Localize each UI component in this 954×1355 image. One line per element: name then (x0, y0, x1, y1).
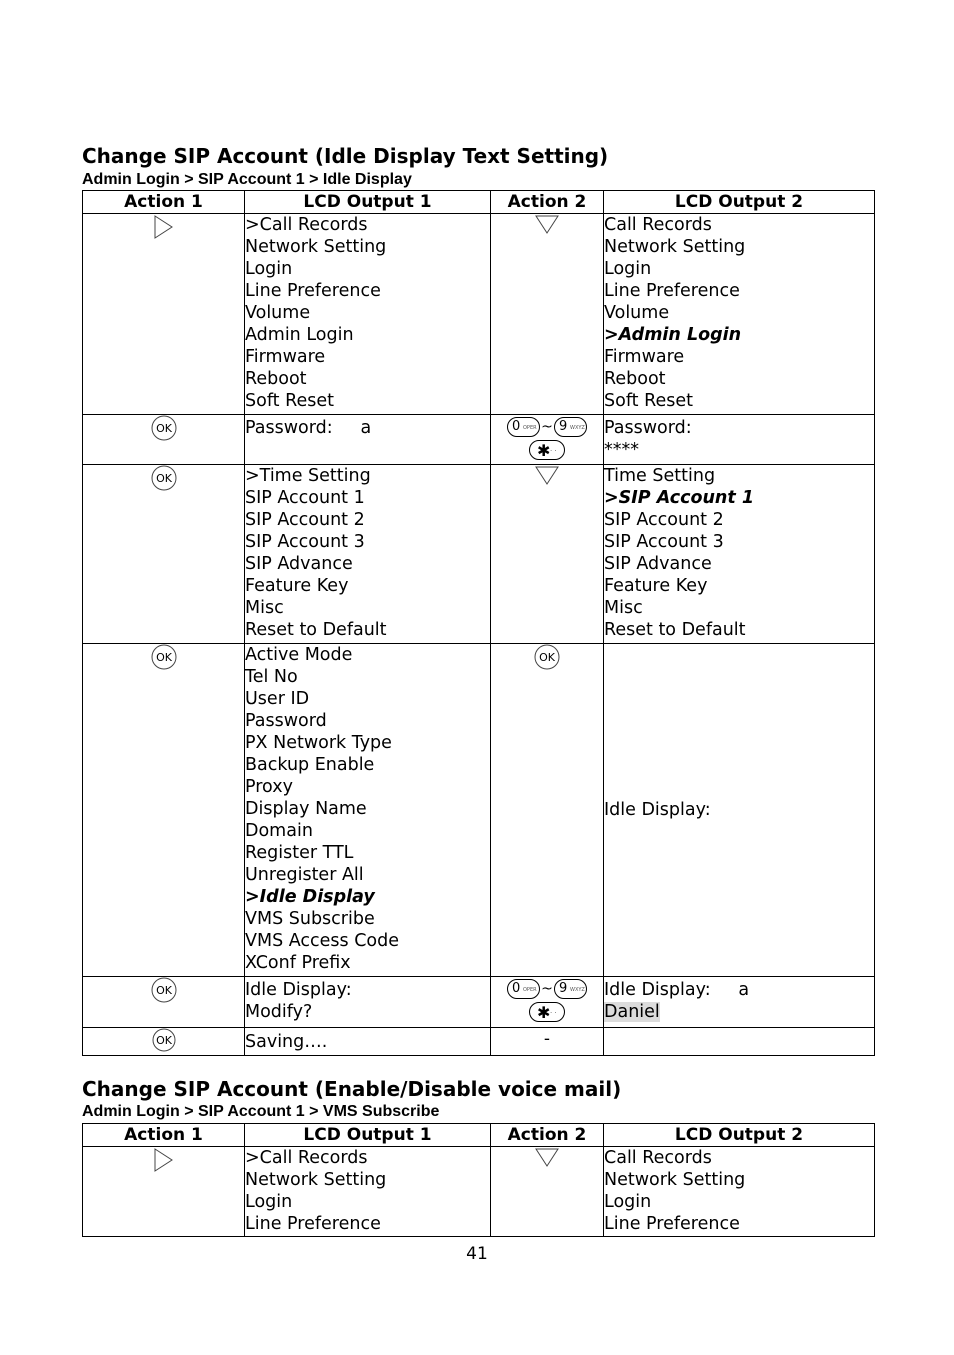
lcd-output-1-cell (245, 977, 491, 1028)
lcd-line: VMS Subscribe (245, 909, 375, 929)
nine-key-digit: 9 (559, 981, 568, 996)
ok-key-label: OK (155, 1034, 172, 1047)
section-title-voice-mail: Change SIP Account (Enable/Disable voice mail) (82, 1077, 622, 1101)
table-row (83, 1147, 875, 1237)
lcd-line: Line Preference (604, 281, 740, 301)
action1-cell (83, 977, 245, 1028)
lcd-line-selected: >Admin Login (604, 325, 742, 345)
lcd-line: Reboot (604, 369, 666, 389)
lcd-line: Network Setting (604, 237, 746, 257)
zero-key-icon (507, 417, 540, 437)
ok-key-icon (150, 465, 178, 491)
lcd-line: Volume (604, 303, 670, 323)
zero-key-digit: 0 (512, 419, 521, 434)
header-lcd-output-1: LCD Output 1 (245, 191, 491, 214)
lcd-line: Reset to Default (245, 620, 387, 640)
lcd-line-selected: >SIP Account 1 (604, 488, 755, 508)
zero-key-icon (507, 979, 540, 999)
lcd-line: Reboot (245, 369, 307, 389)
lcd-output-2-cell (604, 1147, 875, 1237)
lcd-line-highlighted: Daniel (604, 1002, 660, 1022)
lcd-line: >Call Records (245, 215, 368, 235)
lcd-line: Network Setting (245, 1170, 387, 1190)
lcd-line: Domain (245, 821, 313, 841)
nine-key-sub: WXYZ (570, 987, 585, 993)
lcd-output-1-cell (245, 1147, 491, 1237)
table-row (83, 977, 875, 1028)
header-lcd-output-2: LCD Output 2 (604, 191, 875, 214)
ok-key-icon (150, 415, 178, 441)
page-number: 41 (466, 1244, 488, 1264)
no-action-dash: - (543, 1029, 551, 1049)
lcd-output-2-cell (604, 1028, 875, 1056)
lcd-line: Login (604, 259, 652, 279)
action2-cell (491, 977, 604, 1028)
table-header-row (83, 1124, 875, 1147)
ok-key-icon (150, 977, 178, 1003)
lcd-output-1-cell (245, 214, 491, 415)
action2-cell (491, 415, 604, 465)
table-row (83, 1028, 875, 1056)
lcd-line: SIP Account 3 (604, 532, 724, 552)
lcd-line: Display Name (245, 799, 367, 819)
lcd-output-2-cell (604, 977, 875, 1028)
lcd-line: Soft Reset (604, 391, 693, 411)
lcd-line: Active Mode (245, 645, 353, 665)
nine-key-digit: 9 (559, 419, 568, 434)
header-lcd-output-2: LCD Output 2 (604, 1124, 875, 1147)
lcd-line: Time Setting (604, 466, 716, 486)
table-row (83, 415, 875, 465)
lcd-line: Password (245, 711, 327, 731)
lcd-line: Proxy (245, 777, 293, 797)
lcd-line: User ID (245, 689, 310, 709)
lcd-line: Admin Login (245, 325, 354, 345)
table-row (83, 465, 875, 644)
lcd-line: Line Preference (604, 1214, 740, 1234)
lcd-line: Login (245, 259, 293, 279)
lcd-line: >Time Setting (245, 466, 371, 486)
lcd-line: XConf Prefix (245, 953, 351, 973)
star-key-sub: · · (550, 447, 557, 455)
lcd-line: Network Setting (604, 1170, 746, 1190)
lcd-line: VMS Access Code (245, 931, 400, 951)
table-header-row (83, 191, 875, 214)
lcd-output-1-cell (245, 644, 491, 977)
lcd-line: Misc (245, 598, 284, 618)
lcd-line: Line Preference (245, 281, 381, 301)
action1-cell (83, 214, 245, 415)
lcd-line: Feature Key (245, 576, 349, 596)
table-row (83, 644, 875, 977)
lcd-line: Password: (604, 418, 692, 438)
lcd-line: SIP Account 1 (245, 488, 365, 508)
nine-key-icon (554, 979, 587, 999)
nine-key-sub: WXYZ (570, 425, 585, 431)
ok-key-label: OK (539, 651, 555, 664)
digit-keys-0-9-star-icon (507, 415, 587, 460)
zero-key-sub: OPER (523, 987, 537, 993)
right-arrow-key-icon (153, 214, 175, 240)
lcd-output-2-cell (604, 644, 875, 977)
header-action-1: Action 1 (83, 191, 245, 214)
ok-key-label: OK (155, 984, 172, 997)
breadcrumb-idle-display: Admin Login > SIP Account 1 > Idle Display (82, 171, 412, 188)
section-title-idle-display: Change SIP Account (Idle Display Text Setting) (82, 144, 609, 168)
action1-cell (83, 1147, 245, 1237)
lcd-line: Line Preference (245, 1214, 381, 1234)
action2-cell (491, 644, 604, 977)
action1-cell (83, 644, 245, 977)
range-tilde: ~ (541, 981, 553, 997)
lcd-line: SIP Account 2 (604, 510, 724, 530)
lcd-line: SIP Advance (604, 554, 712, 574)
star-key-sub: · · (550, 1009, 557, 1017)
star-key-glyph: ✱ (537, 441, 551, 460)
breadcrumb-voice-mail: Admin Login > SIP Account 1 > VMS Subscribe (82, 1103, 440, 1120)
ok-key-label: OK (155, 472, 172, 485)
steps-table-voice-mail (82, 1123, 875, 1237)
lcd-line: Password: a (245, 418, 372, 438)
lcd-output-1-cell (245, 465, 491, 644)
lcd-line: Login (604, 1192, 652, 1212)
lcd-line: Idle Display: (604, 800, 711, 820)
lcd-line: Firmware (245, 347, 326, 367)
down-arrow-key-icon (534, 214, 560, 236)
lcd-line: Login (245, 1192, 293, 1212)
lcd-line: SIP Account 2 (245, 510, 365, 530)
lcd-output-2-cell (604, 415, 875, 465)
lcd-line: SIP Advance (245, 554, 353, 574)
header-action-1: Action 1 (83, 1124, 245, 1147)
lcd-line: Reset to Default (604, 620, 746, 640)
lcd-line: Feature Key (604, 576, 708, 596)
lcd-line: Idle Display: a (604, 980, 750, 1000)
action2-cell (491, 1147, 604, 1237)
lcd-line: Unregister All (245, 865, 364, 885)
lcd-line: Backup Enable (245, 755, 375, 775)
lcd-line: Saving…. (245, 1031, 328, 1052)
lcd-line: Tel No (245, 667, 298, 687)
lcd-output-2-cell (604, 465, 875, 644)
lcd-line: SIP Account 3 (245, 532, 365, 552)
ok-key-label: OK (155, 651, 172, 664)
action1-cell (83, 415, 245, 465)
digit-keys-0-9-star-icon (507, 977, 587, 1022)
lcd-line: Register TTL (245, 843, 354, 863)
lcd-output-2-cell (604, 214, 875, 415)
lcd-line: PX Network Type (245, 733, 392, 753)
action2-cell (491, 1028, 604, 1056)
nine-key-icon (554, 417, 587, 437)
header-lcd-output-1: LCD Output 1 (245, 1124, 491, 1147)
header-action-2: Action 2 (491, 191, 604, 214)
lcd-output-1-cell (245, 1028, 491, 1056)
table-row (83, 214, 875, 415)
action1-cell (83, 465, 245, 644)
ok-key-icon (150, 1028, 178, 1052)
lcd-line: **** (604, 440, 639, 460)
ok-key-label: OK (155, 422, 172, 435)
header-action-2: Action 2 (491, 1124, 604, 1147)
ok-key-icon (150, 644, 178, 670)
action1-cell (83, 1028, 245, 1056)
down-arrow-key-icon (534, 1147, 560, 1169)
lcd-line-selected: >Idle Display (245, 887, 375, 907)
lcd-line: Volume (245, 303, 311, 323)
lcd-line: Soft Reset (245, 391, 334, 411)
lcd-line: Network Setting (245, 237, 387, 257)
down-arrow-key-icon (534, 465, 560, 487)
lcd-line: Idle Display: (245, 980, 352, 1000)
lcd-line: Misc (604, 598, 643, 618)
star-key-icon (529, 1002, 565, 1022)
lcd-line: Modify? (245, 1002, 313, 1022)
star-key-glyph: ✱ (537, 1003, 551, 1022)
action2-cell (491, 465, 604, 644)
action2-cell (491, 214, 604, 415)
lcd-line: >Call Records (245, 1148, 368, 1168)
zero-key-digit: 0 (512, 981, 521, 996)
lcd-output-1-cell (245, 415, 491, 465)
zero-key-sub: OPER (523, 425, 537, 431)
steps-table-idle-display (82, 190, 875, 1056)
ok-key-icon (533, 644, 561, 670)
star-key-icon (529, 440, 565, 460)
right-arrow-key-icon (153, 1147, 175, 1173)
lcd-line: Firmware (604, 347, 685, 367)
range-tilde: ~ (541, 419, 553, 435)
lcd-line: Call Records (604, 215, 712, 235)
lcd-line: Call Records (604, 1148, 712, 1168)
